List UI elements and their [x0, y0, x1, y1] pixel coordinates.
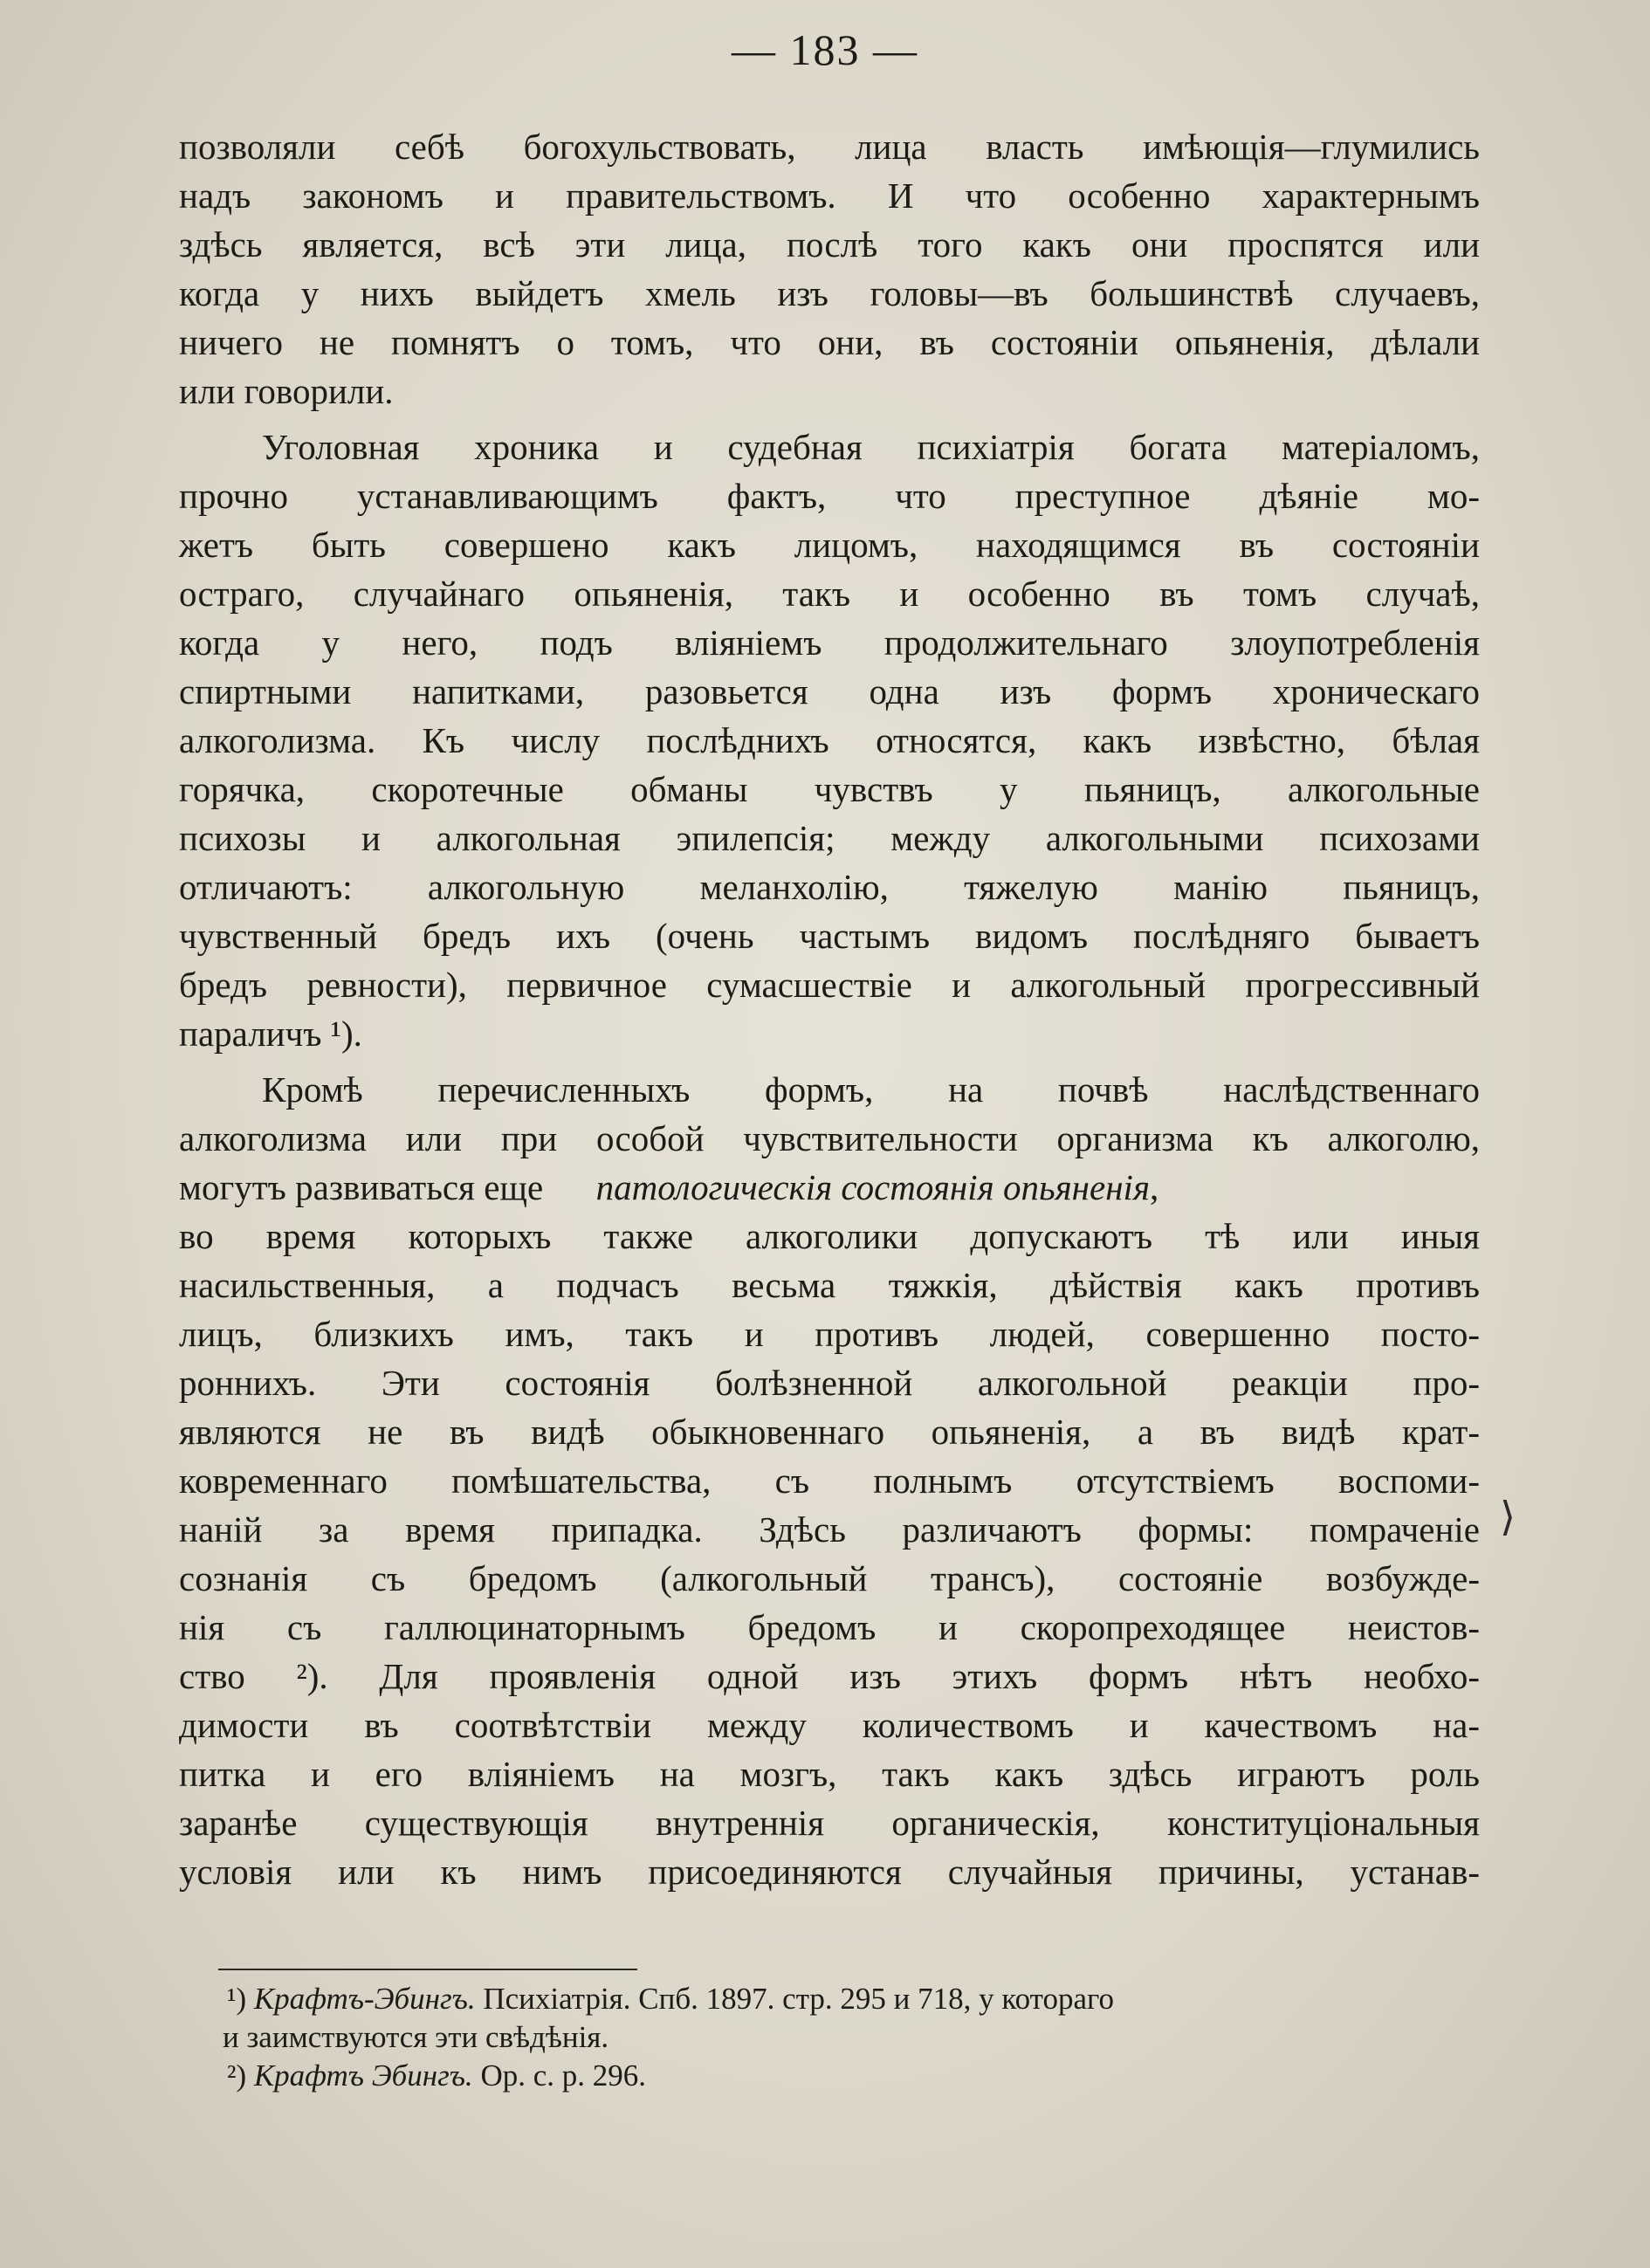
margin-pencil-mark: ⟩ [1500, 1495, 1516, 1539]
text-line: когда у него, подъ вліяніемъ продолжительнаго злоупотребленія [179, 622, 1480, 663]
text-line: наній за время припадка. Здѣсь различаютъ формы: помраченіе [179, 1509, 1480, 1550]
text-segment: , [1150, 1167, 1159, 1207]
footnote-2 [227, 2057, 1484, 2095]
text-line: заранѣе существующія внутреннія органическія, конституціональныя [179, 1803, 1480, 1843]
footnote-1-continuation: и заимствуются эти свѣдѣнія. [223, 2020, 609, 2054]
text-line: ковременнаго помѣшательства, съ полнымъ отсутствіемъ воспоми- [179, 1460, 1480, 1501]
text-line: питка и его вліяніемъ на мозгъ, такъ какъ здѣсь играютъ роль [179, 1754, 1480, 1794]
text-line: или говорили. [179, 371, 394, 411]
text-line: сознанія съ бредомъ (алкогольный трансъ), состояніе возбужде- [179, 1558, 1480, 1598]
text-line: во время которыхъ также алкоголики допускаютъ тѣ или иныя [179, 1216, 1480, 1256]
text-line: условія или къ нимъ присоединяются случайныя причины, устанав- [179, 1852, 1480, 1892]
text-line: алкоголизма или при особой чувствительности организма къ алкоголю, [179, 1118, 1480, 1158]
text-line: нія съ галлюцинаторнымъ бредомъ и скоропреходящее неистов- [179, 1607, 1480, 1647]
text-line: психозы и алкогольная эпилепсія; между алкогольными психозами [179, 818, 1480, 858]
text-line: алкоголизма. Къ числу послѣднихъ относятся, какъ извѣстно, бѣлая [179, 720, 1480, 760]
text-line: здѣсь является, всѣ эти лица, послѣ того какъ они проспятся или [179, 224, 1480, 265]
paragraph-start: Кромѣ перечисленныхъ формъ, на почвѣ наслѣдственнаго [262, 1069, 1480, 1110]
footnote-1 [227, 1980, 1484, 2018]
footnote-marker: ²) [227, 2058, 247, 2093]
text-line: спиртными напитками, разовьется одна изъ формъ хроническаго [179, 671, 1480, 711]
text-segment: могутъ развиваться еще [179, 1167, 544, 1207]
text-line: отличаютъ: алкогольную меланхолію, тяжелую манію пьяницъ, [179, 867, 1480, 907]
text-line: когда у нихъ выйдетъ хмель изъ головы—въ большинствѣ случаевъ, [179, 273, 1480, 313]
text-line: ничего не помнятъ о томъ, что они, въ состояніи опьяненія, дѣлали [179, 322, 1480, 362]
footnote-marker: ¹) [227, 1982, 247, 2016]
text-line: горячка, скоротечные обманы чувствъ у пьяницъ, алкогольные [179, 769, 1480, 809]
italic-term: патологическія состоянія опьяненія [595, 1167, 1151, 1207]
text-line: жетъ быть совершено какъ лицомъ, находящимся въ состояніи [179, 525, 1480, 565]
footnotes [223, 1980, 1484, 2095]
text-line: параличъ ¹). [179, 1014, 362, 1054]
text-line: насильственныя, а подчасъ весьма тяжкія, дѣйствія какъ противъ [179, 1265, 1480, 1305]
text-line: позволяли себѣ богохульствовать, лица власть имѣющія—глумились [179, 127, 1480, 167]
footnote-text: Психіатрія. Спб. 1897. стр. 295 и 718, у котораго [475, 1982, 1115, 2016]
text-line-with-italic [179, 1163, 1480, 1212]
text-line: чувственный бредъ ихъ (очень частымъ видомъ послѣдняго бываетъ [179, 916, 1480, 956]
body-text [179, 122, 1480, 1896]
paragraph-start: Уголовная хроника и судебная психіатрія богата матеріаломъ, [262, 427, 1480, 467]
text-line: бредъ ревности), первичное сумасшествіе и алкогольный прогрессивный [179, 965, 1480, 1005]
footnote-text: Op. c. p. 296. [472, 2058, 646, 2093]
text-line: лицъ, близкихъ имъ, такъ и противъ людей, совершенно посто- [179, 1314, 1480, 1354]
footnote-rule [218, 1969, 637, 1970]
page-number: — 183 — [732, 25, 918, 74]
text-line: ство ²). Для проявленія одной изъ этихъ формъ нѣтъ необхо- [179, 1656, 1480, 1696]
text-line: прочно устанавливающимъ фактъ, что преступное дѣяніе мо- [179, 476, 1480, 516]
text-line: являются не въ видѣ обыкновеннаго опьяненія, а въ видѣ крат- [179, 1412, 1480, 1452]
text-line: роннихъ. Эти состоянія болѣзненной алкогольной реакціи про- [179, 1363, 1480, 1403]
text-line: димости въ соотвѣтствіи между количествомъ и качествомъ на- [179, 1705, 1480, 1745]
text-line: остраго, случайнаго опьяненія, такъ и особенно въ томъ случаѣ, [179, 574, 1480, 614]
footnote-author: Крафтъ-Эбингъ. [253, 1982, 476, 2016]
footnote-author: Крафтъ Эбингъ. [253, 2058, 473, 2093]
text-line: надъ закономъ и правительствомъ. И что особенно характернымъ [179, 175, 1480, 216]
